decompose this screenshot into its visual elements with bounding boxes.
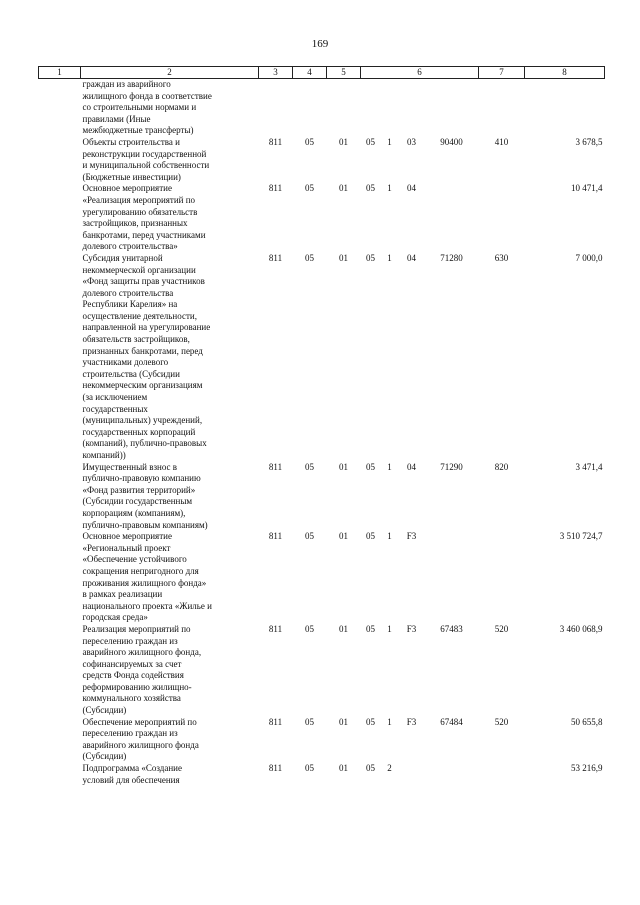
item-name-line: компаний)) — [82, 450, 126, 460]
activity-code-cell: F3 — [406, 716, 417, 727]
column-header-row — [39, 67, 605, 79]
item-name-line: государственных корпораций — [82, 426, 196, 437]
ministry-code-cell: 811 — [268, 716, 283, 727]
expense-direction-cell: 90400 — [440, 136, 463, 147]
table-row — [39, 763, 605, 786]
subprogram-code-cell: 1 — [387, 183, 392, 194]
subsection-code-cell: 01 — [339, 136, 348, 147]
row-number-cell — [39, 624, 81, 717]
activity-code-cell: 04 — [407, 461, 416, 472]
table-row — [39, 79, 605, 137]
item-name-line: переселению граждан из — [82, 728, 178, 739]
item-name-line: Основное мероприятие — [82, 531, 172, 542]
item-name-line: осуществление деятельности, — [82, 310, 197, 321]
expense-type-cell: 630 — [494, 252, 509, 263]
activity-code-cell — [399, 79, 425, 137]
program-code-cell: 05 — [366, 531, 375, 542]
subprogram-code-cell — [381, 79, 399, 137]
expense-direction-cell — [425, 531, 479, 624]
expense-type-cell — [479, 531, 525, 624]
budget-table — [38, 66, 605, 786]
amount-cell: 50 655,8 — [571, 716, 603, 727]
subprogram-code-cell: 2 — [387, 763, 392, 774]
item-name-line: граждан из аварийного — [82, 79, 171, 89]
activity-code-cell: F3 — [406, 623, 417, 634]
expense-type-cell: 410 — [494, 136, 509, 147]
item-name-line: условий для обеспечения — [82, 774, 180, 785]
table-row — [39, 717, 605, 763]
section-code-cell: 05 — [305, 623, 314, 634]
item-name-line: Республики Карелия» на — [82, 299, 178, 310]
subprogram-code-cell: 1 — [387, 136, 392, 147]
expense-direction-cell — [425, 79, 479, 137]
expense-direction-cell: 71290 — [440, 461, 463, 472]
item-name-line: (муниципальных) учреждений, — [82, 415, 203, 426]
item-name-line: (компаний), публично-правовых — [82, 438, 207, 449]
expense-direction-cell: 67483 — [440, 623, 463, 634]
item-name-line: публично-правовым компаниям) — [82, 519, 208, 530]
item-name-cell — [81, 79, 259, 137]
program-code-cell — [361, 79, 381, 137]
program-code-cell: 05 — [366, 252, 375, 263]
item-name-line: правилами (Иные — [82, 113, 151, 124]
subprogram-code-cell: 1 — [387, 252, 392, 263]
subsection-code-cell: 01 — [339, 252, 348, 263]
page-number: 169 — [311, 38, 329, 50]
item-name-line: средств Фонда содействия — [82, 670, 184, 681]
expense-type-cell: 520 — [494, 716, 509, 727]
section-code-cell: 05 — [305, 252, 314, 263]
item-name-line: со строительными нормами и — [82, 102, 197, 113]
ministry-code-cell: 811 — [268, 623, 283, 634]
item-name-line: (Субсидии) — [82, 751, 127, 762]
table-row — [39, 531, 605, 624]
amount-cell: 3 471,4 — [575, 461, 603, 472]
ministry-code-cell — [259, 79, 293, 137]
subsection-code-cell: 01 — [339, 183, 348, 194]
row-number-cell — [39, 79, 81, 137]
item-name-line: Обеспечение мероприятий по — [82, 716, 197, 727]
column-header-6: 6 — [361, 67, 479, 79]
amount-cell: 53 216,9 — [571, 763, 603, 774]
subsection-code-cell: 01 — [339, 461, 348, 472]
table-row — [39, 137, 605, 183]
ministry-code-cell: 811 — [268, 252, 283, 263]
item-name-line: «Фонд защиты прав участников — [82, 276, 205, 287]
item-name-line: Объекты строительства и — [82, 136, 180, 147]
activity-code-cell — [399, 763, 425, 786]
item-name-line: «Фонд развития территорий» — [82, 484, 196, 495]
section-code-cell: 05 — [305, 461, 314, 472]
row-number-cell — [39, 531, 81, 624]
item-name-line: государственных — [82, 403, 148, 414]
item-name-line: (Субсидии государственным — [82, 496, 193, 507]
item-name-cell — [81, 624, 259, 717]
item-name-line: и муниципальной собственности — [82, 160, 210, 171]
item-name-line: Основное мероприятие — [82, 183, 172, 194]
subsection-code-cell: 01 — [339, 716, 348, 727]
section-code-cell: 05 — [305, 183, 314, 194]
table-body — [39, 79, 605, 787]
item-name-line: некоммерческим организациям — [82, 380, 203, 391]
subprogram-code-cell: 1 — [387, 531, 392, 542]
item-name-cell — [81, 531, 259, 624]
column-header-2: 2 — [81, 67, 259, 79]
item-name-line: проживания жилищного фонда» — [82, 577, 207, 588]
item-name-line: реформированию жилищно- — [82, 681, 192, 692]
expense-type-cell: 520 — [494, 623, 509, 634]
row-number-cell — [39, 763, 81, 786]
item-name-line: Подпрограмма «Создание — [82, 763, 182, 774]
expense-direction-cell: 67484 — [440, 716, 463, 727]
amount-cell: 3 510 724,7 — [559, 531, 603, 542]
item-name-line: городская среда» — [82, 612, 148, 623]
section-code-cell: 05 — [305, 763, 314, 774]
program-code-cell: 05 — [366, 136, 375, 147]
activity-code-cell: 03 — [407, 136, 416, 147]
ministry-code-cell: 811 — [268, 531, 283, 542]
table-row — [39, 253, 605, 462]
item-name-line: «Обеспечение устойчивого — [82, 554, 187, 565]
item-name-line: софинансируемых за счет — [82, 658, 182, 669]
table-row — [39, 183, 605, 253]
amount-cell: 3 678,5 — [575, 136, 603, 147]
expense-direction-cell — [425, 763, 479, 786]
item-name-cell — [81, 253, 259, 462]
item-name-line: публично-правовую компанию — [82, 473, 201, 484]
item-name-line: (Бюджетные инвестиции) — [82, 171, 181, 182]
expense-direction-cell — [425, 183, 479, 253]
subprogram-code-cell: 1 — [387, 716, 392, 727]
section-code-cell: 05 — [305, 136, 314, 147]
item-name-line: «Реализация мероприятий по — [82, 194, 196, 205]
item-name-line: банкротами, перед участниками — [82, 229, 206, 240]
expense-direction-cell: 71280 — [440, 252, 463, 263]
subsection-code-cell: 01 — [339, 763, 348, 774]
activity-code-cell: 04 — [407, 252, 416, 263]
ministry-code-cell: 811 — [268, 136, 283, 147]
section-code-cell: 05 — [305, 716, 314, 727]
column-header-3: 3 — [259, 67, 293, 79]
item-name-line: (Субсидии) — [82, 705, 127, 716]
item-name-line: переселению граждан из — [82, 635, 178, 646]
amount-cell: 10 471,4 — [571, 183, 603, 194]
expense-type-cell: 820 — [494, 461, 509, 472]
item-name-line: долевого строительства» — [82, 241, 178, 252]
subprogram-code-cell: 1 — [387, 461, 392, 472]
item-name-line: урегулированию обязательств — [82, 206, 198, 217]
column-header-8: 8 — [525, 67, 605, 79]
row-number-cell — [39, 462, 81, 532]
table-row — [39, 462, 605, 532]
program-code-cell: 05 — [366, 716, 375, 727]
program-code-cell: 05 — [366, 623, 375, 634]
item-name-line: застройщиков, признанных — [82, 218, 188, 229]
section-code-cell — [293, 79, 327, 137]
program-code-cell: 05 — [366, 763, 375, 774]
item-name-line: (за исключением — [82, 392, 148, 403]
item-name-line: долевого строительства — [82, 287, 174, 298]
program-code-cell: 05 — [366, 183, 375, 194]
item-name-cell — [81, 763, 259, 786]
ministry-code-cell: 811 — [268, 461, 283, 472]
amount-cell: 7 000,0 — [575, 252, 603, 263]
item-name-line: Субсидия унитарной — [82, 252, 163, 263]
item-name-cell — [81, 183, 259, 253]
subsection-code-cell: 01 — [339, 623, 348, 634]
item-name-line: обязательств застройщиков, — [82, 334, 190, 345]
row-number-cell — [39, 717, 81, 763]
item-name-line: строительства (Субсидии — [82, 368, 180, 379]
row-number-cell — [39, 183, 81, 253]
item-name-line: признанных банкротами, перед — [82, 345, 203, 356]
column-header-4: 4 — [293, 67, 327, 79]
item-name-cell — [81, 717, 259, 763]
item-name-line: Реализация мероприятий по — [82, 623, 191, 634]
amount-cell: 3 460 068,9 — [559, 623, 603, 634]
item-name-line: межбюджетные трансферты) — [82, 125, 194, 136]
column-header-5: 5 — [327, 67, 361, 79]
column-header-7: 7 — [479, 67, 525, 79]
expense-type-cell — [479, 183, 525, 253]
ministry-code-cell: 811 — [268, 183, 283, 194]
item-name-line: жилищного фонда в соответствие — [82, 90, 212, 101]
column-header-1: 1 — [39, 67, 81, 79]
item-name-line: «Региональный проект — [82, 542, 171, 553]
item-name-line: в рамках реализации — [82, 589, 163, 600]
program-code-cell: 05 — [366, 461, 375, 472]
section-code-cell: 05 — [305, 531, 314, 542]
expense-type-cell — [479, 79, 525, 137]
item-name-cell — [81, 462, 259, 532]
item-name-line: участниками долевого — [82, 357, 169, 368]
subsection-code-cell — [327, 79, 361, 137]
table-row — [39, 624, 605, 717]
item-name-line: Имущественный взнос в — [82, 461, 178, 472]
activity-code-cell: F3 — [406, 531, 417, 542]
item-name-line: направленной на урегулирование — [82, 322, 211, 333]
ministry-code-cell: 811 — [268, 763, 283, 774]
item-name-cell — [81, 137, 259, 183]
subprogram-code-cell: 1 — [387, 623, 392, 634]
activity-code-cell: 04 — [407, 183, 416, 194]
item-name-line: реконструкции государственной — [82, 148, 207, 159]
item-name-line: сокращения непригодного для — [82, 565, 199, 576]
row-number-cell — [39, 137, 81, 183]
item-name-line: некоммерческой организации — [82, 264, 196, 275]
item-name-line: национального проекта «Жилье и — [82, 600, 212, 611]
item-name-line: аварийного жилищного фонда, — [82, 647, 202, 658]
expense-type-cell — [479, 763, 525, 786]
subsection-code-cell: 01 — [339, 531, 348, 542]
item-name-line: коммунального хозяйства — [82, 693, 181, 704]
item-name-line: корпорациям (компаниям), — [82, 507, 186, 518]
row-number-cell — [39, 253, 81, 462]
amount-cell — [525, 79, 605, 137]
item-name-line: аварийного жилищного фонда — [82, 739, 199, 750]
